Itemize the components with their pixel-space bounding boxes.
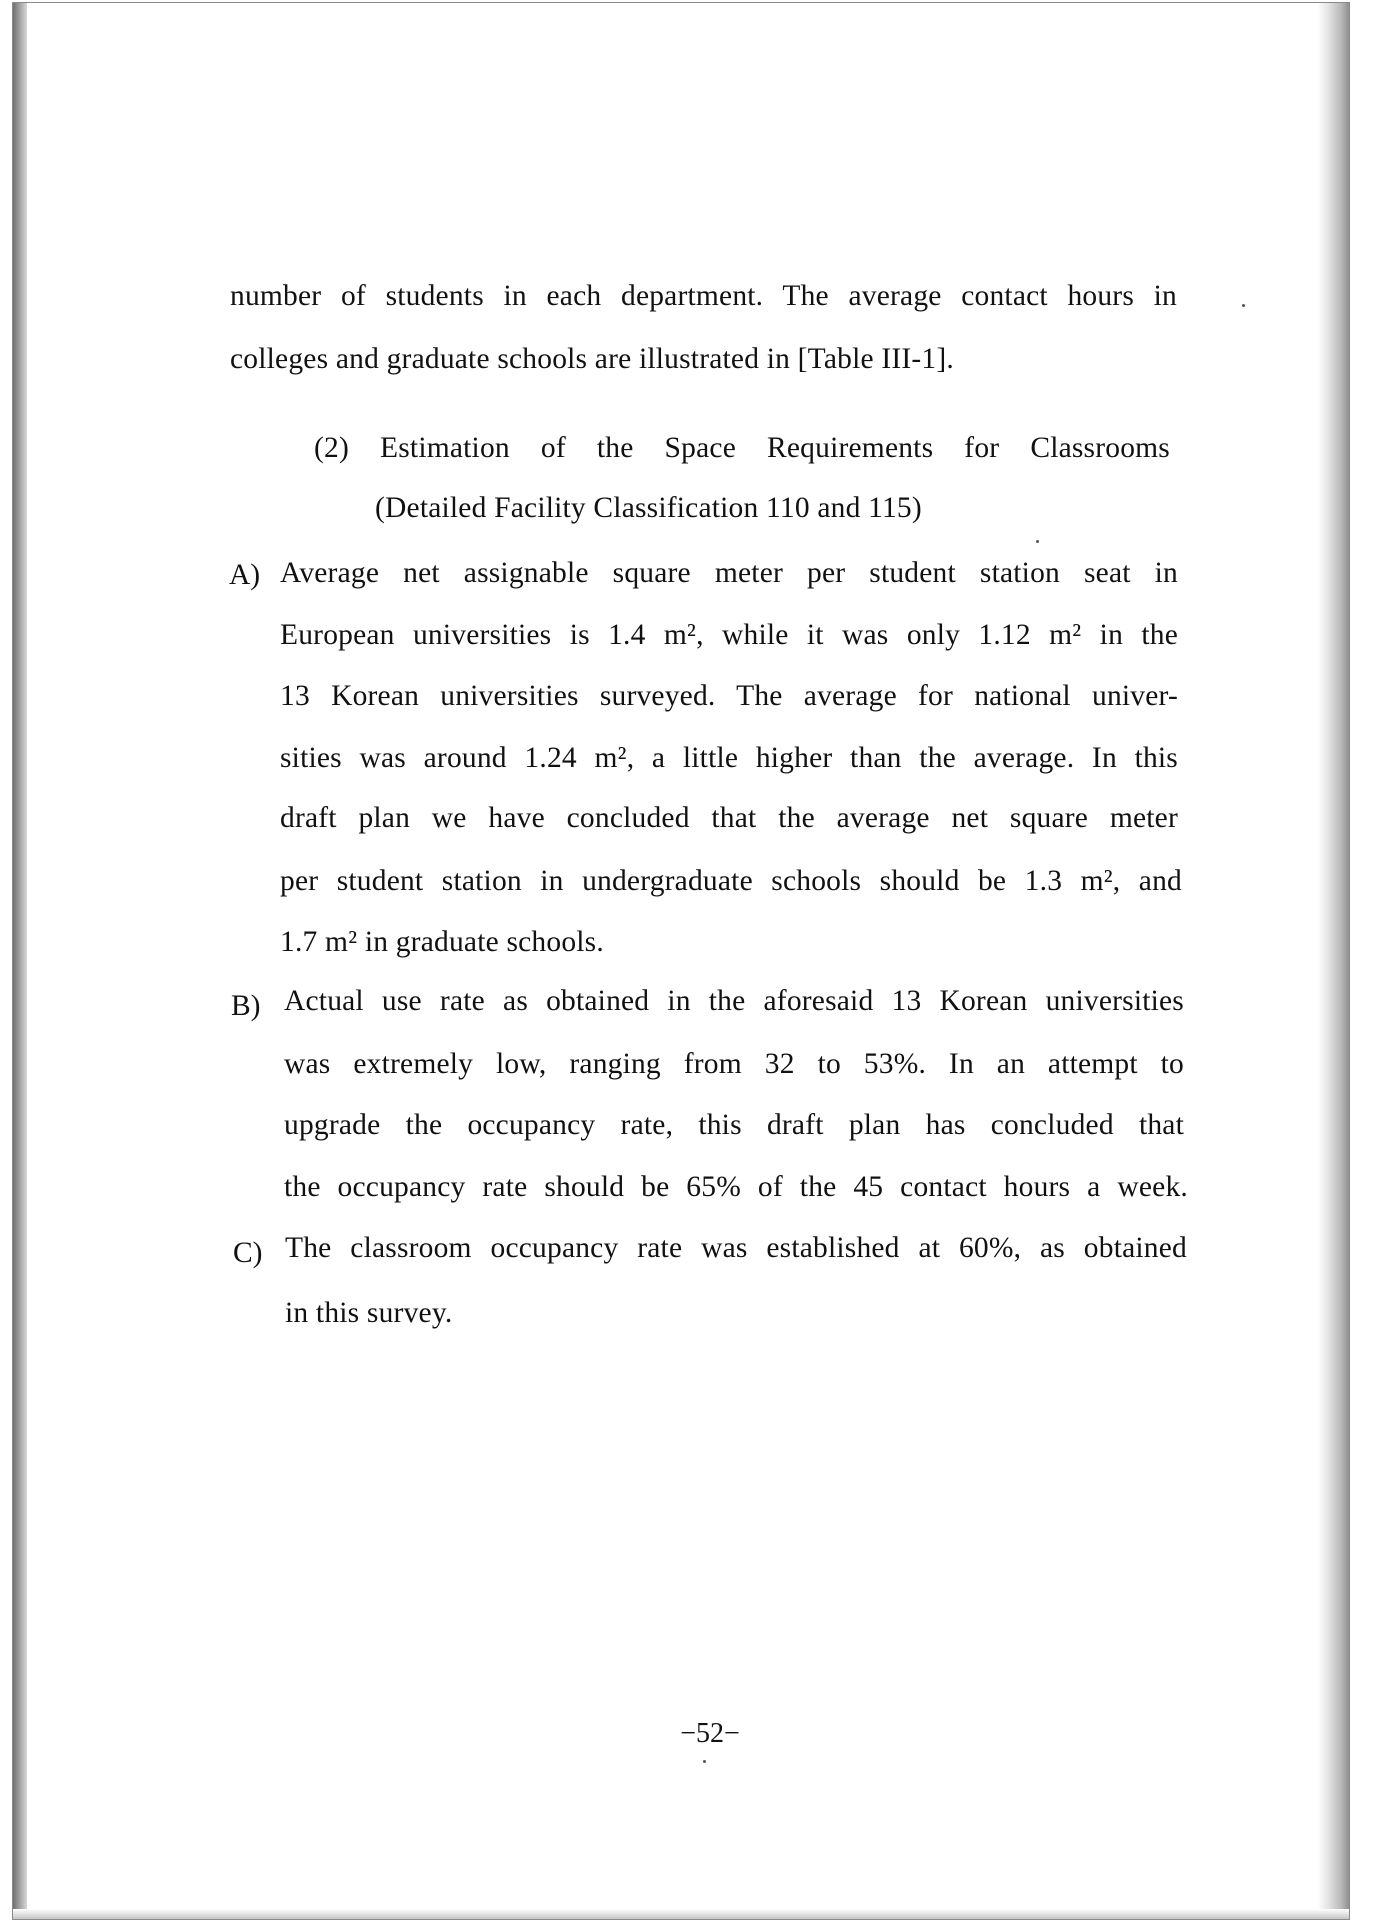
page-bottom-shadow — [13, 1909, 1349, 1919]
list-item-line: upgrade the occupancy rate, this draft plan has concluded that — [284, 1109, 1184, 1141]
list-item-line: The classroom occupancy rate was established at 60%, as obtained — [285, 1232, 1187, 1264]
list-item-label: C) — [233, 1237, 263, 1269]
scan-speck — [1242, 304, 1245, 307]
list-item-label: B) — [231, 990, 261, 1022]
scan-speck — [1036, 540, 1039, 543]
scan-speck — [703, 1760, 706, 1763]
list-item-line: Average net assignable square meter per student station seat in — [280, 557, 1178, 589]
section-heading-line: (2) Estimation of the Space Requirements for Classrooms — [314, 432, 1170, 464]
list-item-line: Actual use rate as obtained in the aforesaid 13 Korean universities — [284, 985, 1184, 1017]
list-item-label: A) — [229, 559, 261, 591]
page-binding-shadow — [13, 3, 27, 1919]
list-item-line: the occupancy rate should be 65% of the 45 contact hours a week. — [284, 1171, 1188, 1203]
page-number: −52− — [680, 1718, 740, 1749]
list-item-line: sities was around 1.24 m², a little higher than the average. In this — [280, 742, 1178, 774]
list-item-line: in this survey. — [285, 1297, 453, 1329]
list-item-line: 13 Korean universities surveyed. The average for national univer- — [280, 680, 1178, 712]
page-edge-shadow — [1317, 3, 1349, 1919]
section-heading-line: (Detailed Facility Classification 110 and 115) — [375, 492, 922, 524]
continuation-line: colleges and graduate schools are illustrated in [Table III-1]. — [230, 343, 954, 375]
list-item-line: European universities is 1.4 m², while it was only 1.12 m² in the — [280, 619, 1178, 651]
continuation-line: number of students in each department. The average contact hours in — [230, 280, 1177, 312]
list-item-line: per student station in undergraduate schools should be 1.3 m², and — [280, 865, 1182, 897]
list-item-line: was extremely low, ranging from 32 to 53%. In an attempt to — [284, 1048, 1184, 1080]
list-item-line: 1.7 m² in graduate schools. — [280, 926, 604, 958]
list-item-line: draft plan we have concluded that the average net square meter — [280, 802, 1178, 834]
